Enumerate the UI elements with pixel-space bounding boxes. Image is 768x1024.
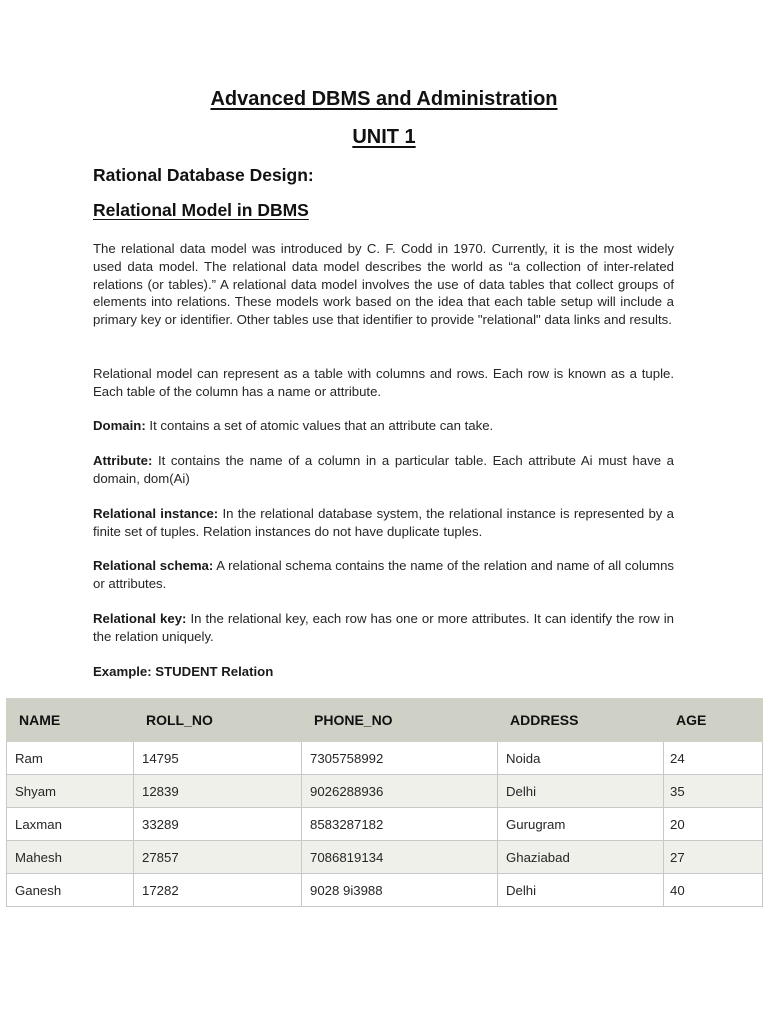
cell-phone-no: 8583287182 — [302, 808, 498, 841]
cell-age: 35 — [664, 775, 763, 808]
example-label: Example: STUDENT Relation — [93, 664, 274, 679]
table-row — [7, 775, 763, 808]
cell-roll-no: 12839 — [134, 775, 302, 808]
definition-text: In the relational key, each row has one or more attributes. It can identify the row in the relation uniquely. — [93, 611, 674, 644]
cell-age: 20 — [664, 808, 763, 841]
section-heading-relational-model: Relational Model in DBMS — [93, 200, 309, 220]
cell-name: Ganesh — [7, 874, 134, 907]
table-header-row — [7, 699, 763, 742]
cell-name: Ram — [7, 742, 134, 775]
cell-roll-no: 14795 — [134, 742, 302, 775]
intro-paragraph: The relational data model was introduced by C. F. Codd in 1970. Currently, it is the most widely used data model. The relational data model describes the world as “a collection of inter-related relations (or tables).” A relational data model involves the use of data tables that collect groups of elements into relations. These models work based on the idea that each table setup will include a primary key or identifier. Other tables use that identifier to provide "relational" data links and results. — [93, 241, 674, 328]
document-title: Advanced DBMS and Administration — [210, 88, 558, 110]
column-header-roll-no: ROLL_NO — [134, 699, 302, 742]
cell-address: Noida — [498, 742, 664, 775]
definition-term: Relational instance: — [93, 506, 219, 521]
column-header-address: ADDRESS — [498, 699, 664, 742]
table-row — [7, 742, 763, 775]
cell-name: Shyam — [7, 775, 134, 808]
definition-relational-instance — [93, 505, 674, 541]
section-heading-rational-design: Rational Database Design: — [93, 165, 314, 185]
cell-age: 27 — [664, 841, 763, 874]
cell-phone-no: 7086819134 — [302, 841, 498, 874]
cell-name: Mahesh — [7, 841, 134, 874]
cell-roll-no: 27857 — [134, 841, 302, 874]
definition-text: It contains a set of atomic values that an attribute can take. — [145, 418, 494, 433]
cell-roll-no: 33289 — [134, 808, 302, 841]
definition-relational-key — [93, 610, 674, 646]
cell-name: Laxman — [7, 808, 134, 841]
definition-attribute — [93, 452, 674, 488]
table-row — [7, 808, 763, 841]
table-row — [7, 874, 763, 907]
definition-domain — [93, 417, 674, 435]
cell-address: Gurugram — [498, 808, 664, 841]
definition-term: Relational schema: — [93, 558, 214, 573]
student-relation-table — [6, 698, 763, 907]
table-description-paragraph: Relational model can represent as a table with columns and rows. Each row is known as a tuple. Each table of the column has a name or attribute. — [93, 366, 674, 399]
definition-text: A relational schema contains the name of the relation and name of all columns or attributes. — [93, 558, 674, 591]
definition-term: Relational key: — [93, 611, 187, 626]
column-header-age: AGE — [664, 699, 763, 742]
cell-age: 24 — [664, 742, 763, 775]
definition-relational-schema — [93, 557, 674, 593]
definition-text: In the relational database system, the relational instance is represented by a finite set of tuples. Relation instances do not have duplicate tuples. — [93, 506, 674, 539]
cell-phone-no: 7305758992 — [302, 742, 498, 775]
definition-term: Domain: — [93, 418, 146, 433]
table-row — [7, 841, 763, 874]
definition-text: It contains the name of a column in a particular table. Each attribute Ai must have a domain, dom(Ai) — [93, 453, 674, 486]
cell-age: 40 — [664, 874, 763, 907]
cell-address: Ghaziabad — [498, 841, 664, 874]
cell-address: Delhi — [498, 874, 664, 907]
column-header-phone-no: PHONE_NO — [302, 699, 498, 742]
column-header-name: NAME — [7, 699, 134, 742]
cell-phone-no: 9026288936 — [302, 775, 498, 808]
cell-roll-no: 17282 — [134, 874, 302, 907]
definition-term: Attribute: — [93, 453, 153, 468]
cell-phone-no: 9028 9i3988 — [302, 874, 498, 907]
unit-title: UNIT 1 — [352, 126, 416, 148]
cell-address: Delhi — [498, 775, 664, 808]
